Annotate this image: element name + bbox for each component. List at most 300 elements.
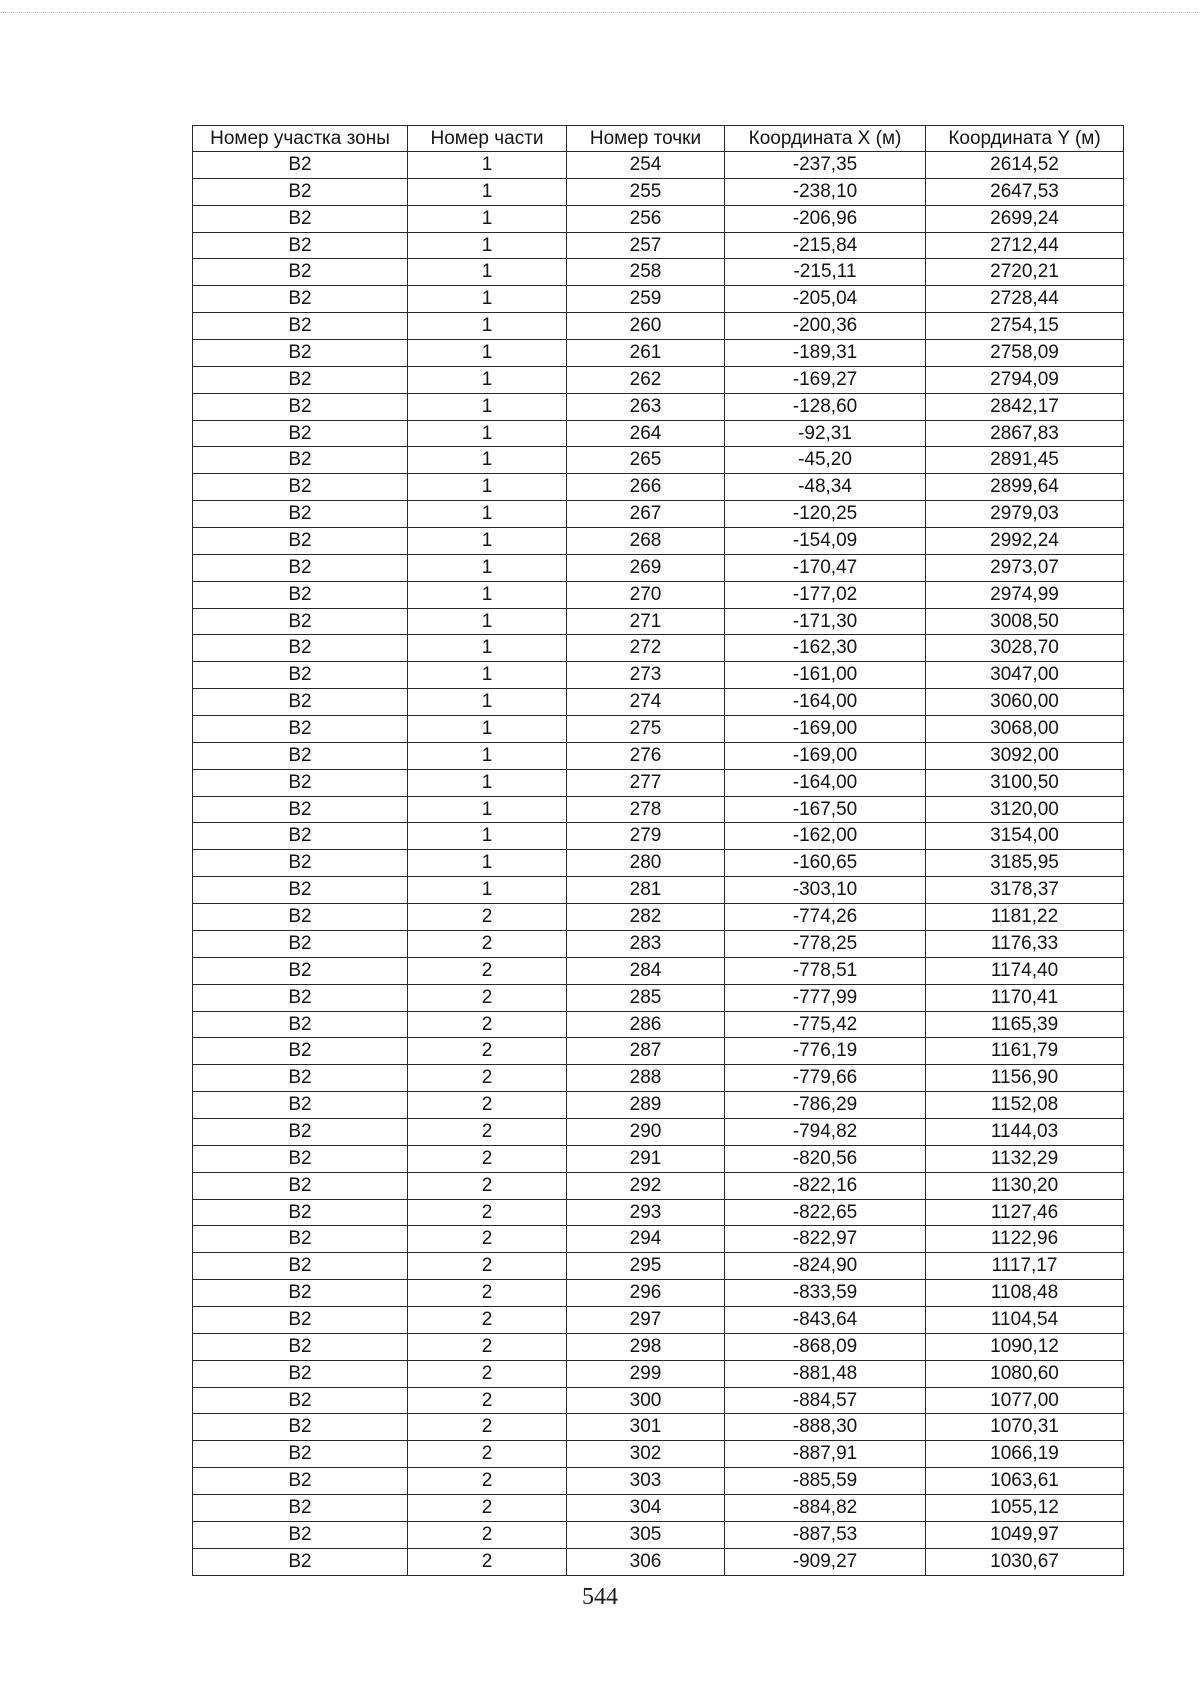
- coordinate-y-cell: 1132,29: [926, 1145, 1124, 1172]
- table-row: [193, 957, 1124, 984]
- zone-section-cell: В2: [193, 528, 408, 555]
- zone-section-cell: В2: [193, 1253, 408, 1280]
- part-number-cell: 1: [408, 447, 567, 474]
- part-number-cell: 1: [408, 420, 567, 447]
- table-row: [193, 877, 1124, 904]
- part-number-cell: 1: [408, 205, 567, 232]
- zone-section-cell: В2: [193, 340, 408, 367]
- coordinate-y-cell: 1176,33: [926, 930, 1124, 957]
- table-row: [193, 984, 1124, 1011]
- part-number-cell: 1: [408, 769, 567, 796]
- table-row: [193, 1280, 1124, 1307]
- coordinate-y-cell: 3060,00: [926, 689, 1124, 716]
- point-number-cell: 304: [567, 1494, 725, 1521]
- coordinate-x-cell: -237,35: [725, 152, 926, 179]
- point-number-cell: 292: [567, 1172, 725, 1199]
- part-number-cell: 1: [408, 662, 567, 689]
- part-number-cell: 1: [408, 608, 567, 635]
- table-row: [193, 1092, 1124, 1119]
- coordinate-y-cell: 1117,17: [926, 1253, 1124, 1280]
- zone-section-cell: В2: [193, 1092, 408, 1119]
- table-row: [193, 823, 1124, 850]
- table-row: [193, 447, 1124, 474]
- coordinate-x-cell: -161,00: [725, 662, 926, 689]
- zone-section-cell: В2: [193, 1011, 408, 1038]
- coordinate-x-cell: -833,59: [725, 1280, 926, 1307]
- point-number-cell: 279: [567, 823, 725, 850]
- point-number-cell: 299: [567, 1360, 725, 1387]
- point-number-cell: 284: [567, 957, 725, 984]
- coordinate-x-cell: -189,31: [725, 340, 926, 367]
- coordinate-x-cell: -45,20: [725, 447, 926, 474]
- zone-section-cell: В2: [193, 393, 408, 420]
- zone-section-cell: В2: [193, 474, 408, 501]
- table-row: [193, 232, 1124, 259]
- zone-section-cell: В2: [193, 1118, 408, 1145]
- point-number-cell: 285: [567, 984, 725, 1011]
- coordinate-x-cell: -48,34: [725, 474, 926, 501]
- table-row: [193, 1494, 1124, 1521]
- part-number-cell: 1: [408, 796, 567, 823]
- table-row: [193, 1441, 1124, 1468]
- coordinate-y-cell: 1156,90: [926, 1065, 1124, 1092]
- zone-section-cell: В2: [193, 608, 408, 635]
- table-row: [193, 528, 1124, 555]
- coordinate-y-cell: 3154,00: [926, 823, 1124, 850]
- zone-section-cell: В2: [193, 716, 408, 743]
- coordinate-x-cell: -215,11: [725, 259, 926, 286]
- point-number-cell: 270: [567, 581, 725, 608]
- coordinate-y-cell: 2891,45: [926, 447, 1124, 474]
- point-number-cell: 254: [567, 152, 725, 179]
- zone-section-cell: В2: [193, 850, 408, 877]
- point-number-cell: 260: [567, 313, 725, 340]
- coordinate-x-cell: -822,16: [725, 1172, 926, 1199]
- table-row: [193, 178, 1124, 205]
- part-number-cell: 1: [408, 635, 567, 662]
- zone-section-cell: В2: [193, 178, 408, 205]
- zone-section-cell: В2: [193, 957, 408, 984]
- zone-section-cell: В2: [193, 689, 408, 716]
- table-row: [193, 581, 1124, 608]
- table-row: [193, 769, 1124, 796]
- part-number-cell: 1: [408, 581, 567, 608]
- point-number-cell: 264: [567, 420, 725, 447]
- table-row: [193, 716, 1124, 743]
- part-number-cell: 2: [408, 1280, 567, 1307]
- header-coordinate-x: Координата X (м): [725, 126, 926, 152]
- zone-section-cell: В2: [193, 1360, 408, 1387]
- table-header: [193, 126, 1124, 152]
- coordinate-y-cell: 1077,00: [926, 1387, 1124, 1414]
- coordinate-x-cell: -215,84: [725, 232, 926, 259]
- part-number-cell: 2: [408, 1199, 567, 1226]
- table-row: [193, 662, 1124, 689]
- table-row: [193, 1521, 1124, 1548]
- zone-section-cell: В2: [193, 1494, 408, 1521]
- table-row: [193, 1065, 1124, 1092]
- coordinate-y-cell: 2794,09: [926, 366, 1124, 393]
- table-row: [193, 1387, 1124, 1414]
- table-row: [193, 1333, 1124, 1360]
- coordinate-y-cell: 2992,24: [926, 528, 1124, 555]
- coordinate-y-cell: 3068,00: [926, 716, 1124, 743]
- zone-section-cell: В2: [193, 742, 408, 769]
- part-number-cell: 1: [408, 366, 567, 393]
- scan-top-edge: [0, 12, 1200, 13]
- coordinate-y-cell: 1181,22: [926, 904, 1124, 931]
- table-row: [193, 1468, 1124, 1495]
- table-row: [193, 554, 1124, 581]
- coordinate-x-cell: -778,51: [725, 957, 926, 984]
- coordinate-x-cell: -162,30: [725, 635, 926, 662]
- point-number-cell: 278: [567, 796, 725, 823]
- part-number-cell: 2: [408, 1494, 567, 1521]
- coordinate-x-cell: -778,25: [725, 930, 926, 957]
- table-row: [193, 393, 1124, 420]
- table-row: [193, 635, 1124, 662]
- table-row: [193, 1414, 1124, 1441]
- point-number-cell: 273: [567, 662, 725, 689]
- coordinate-x-cell: -824,90: [725, 1253, 926, 1280]
- point-number-cell: 267: [567, 501, 725, 528]
- point-number-cell: 259: [567, 286, 725, 313]
- coordinate-y-cell: 3028,70: [926, 635, 1124, 662]
- part-number-cell: 1: [408, 716, 567, 743]
- coordinate-y-cell: 3185,95: [926, 850, 1124, 877]
- table-row: [193, 1172, 1124, 1199]
- coordinate-y-cell: 2899,64: [926, 474, 1124, 501]
- point-number-cell: 295: [567, 1253, 725, 1280]
- table-row: [193, 286, 1124, 313]
- zone-section-cell: В2: [193, 205, 408, 232]
- coordinate-y-cell: 1030,67: [926, 1548, 1124, 1575]
- zone-section-cell: В2: [193, 1333, 408, 1360]
- coordinate-y-cell: 1161,79: [926, 1038, 1124, 1065]
- point-number-cell: 262: [567, 366, 725, 393]
- table-row: [193, 1011, 1124, 1038]
- coordinate-x-cell: -167,50: [725, 796, 926, 823]
- part-number-cell: 1: [408, 850, 567, 877]
- part-number-cell: 2: [408, 1226, 567, 1253]
- coordinate-y-cell: 2979,03: [926, 501, 1124, 528]
- header-coordinate-y: Координата Y (м): [926, 126, 1124, 152]
- table-row: [193, 1360, 1124, 1387]
- header-part-number: Номер части: [408, 126, 567, 152]
- table-row: [193, 1548, 1124, 1575]
- zone-section-cell: В2: [193, 635, 408, 662]
- table-row: [193, 1253, 1124, 1280]
- point-number-cell: 286: [567, 1011, 725, 1038]
- table-row: [193, 608, 1124, 635]
- zone-section-cell: В2: [193, 904, 408, 931]
- coordinate-x-cell: -170,47: [725, 554, 926, 581]
- coordinate-x-cell: -868,09: [725, 1333, 926, 1360]
- coordinate-x-cell: -881,48: [725, 1360, 926, 1387]
- table-row: [193, 1306, 1124, 1333]
- zone-section-cell: В2: [193, 1414, 408, 1441]
- point-number-cell: 266: [567, 474, 725, 501]
- zone-section-cell: В2: [193, 1065, 408, 1092]
- zone-section-cell: В2: [193, 877, 408, 904]
- coordinate-x-cell: -164,00: [725, 689, 926, 716]
- table-row: [193, 904, 1124, 931]
- coordinate-y-cell: 3120,00: [926, 796, 1124, 823]
- point-number-cell: 282: [567, 904, 725, 931]
- coordinate-x-cell: -205,04: [725, 286, 926, 313]
- part-number-cell: 2: [408, 1145, 567, 1172]
- point-number-cell: 298: [567, 1333, 725, 1360]
- coordinate-x-cell: -884,82: [725, 1494, 926, 1521]
- header-zone-section-number: Номер участка зоны: [193, 126, 408, 152]
- part-number-cell: 2: [408, 1414, 567, 1441]
- zone-section-cell: В2: [193, 501, 408, 528]
- point-number-cell: 280: [567, 850, 725, 877]
- point-number-cell: 276: [567, 742, 725, 769]
- point-number-cell: 255: [567, 178, 725, 205]
- coordinate-y-cell: 1070,31: [926, 1414, 1124, 1441]
- coordinate-y-cell: 1127,46: [926, 1199, 1124, 1226]
- header-row: [193, 126, 1124, 152]
- table-row: [193, 259, 1124, 286]
- zone-section-cell: В2: [193, 769, 408, 796]
- zone-section-cell: В2: [193, 313, 408, 340]
- zone-section-cell: В2: [193, 259, 408, 286]
- table-row: [193, 1118, 1124, 1145]
- part-number-cell: 2: [408, 1306, 567, 1333]
- zone-section-cell: В2: [193, 823, 408, 850]
- point-number-cell: 274: [567, 689, 725, 716]
- point-number-cell: 256: [567, 205, 725, 232]
- coordinate-y-cell: 3092,00: [926, 742, 1124, 769]
- zone-section-cell: В2: [193, 581, 408, 608]
- point-number-cell: 261: [567, 340, 725, 367]
- zone-section-cell: В2: [193, 930, 408, 957]
- table-row: [193, 152, 1124, 179]
- zone-section-cell: В2: [193, 554, 408, 581]
- zone-section-cell: В2: [193, 662, 408, 689]
- coordinate-y-cell: 1165,39: [926, 1011, 1124, 1038]
- coordinate-y-cell: 2758,09: [926, 340, 1124, 367]
- coordinate-x-cell: -885,59: [725, 1468, 926, 1495]
- part-number-cell: 1: [408, 689, 567, 716]
- point-number-cell: 257: [567, 232, 725, 259]
- page-number: 544: [582, 1584, 618, 1610]
- part-number-cell: 2: [408, 1521, 567, 1548]
- coordinate-y-cell: 2754,15: [926, 313, 1124, 340]
- zone-section-cell: В2: [193, 447, 408, 474]
- coordinate-y-cell: 1144,03: [926, 1118, 1124, 1145]
- point-number-cell: 269: [567, 554, 725, 581]
- coordinate-x-cell: -169,00: [725, 742, 926, 769]
- point-number-cell: 289: [567, 1092, 725, 1119]
- coordinate-y-cell: 3008,50: [926, 608, 1124, 635]
- coordinate-x-cell: -776,19: [725, 1038, 926, 1065]
- coordinate-y-cell: 1049,97: [926, 1521, 1124, 1548]
- part-number-cell: 1: [408, 178, 567, 205]
- coordinate-y-cell: 2728,44: [926, 286, 1124, 313]
- table-row: [193, 205, 1124, 232]
- coordinate-x-cell: -120,25: [725, 501, 926, 528]
- point-number-cell: 303: [567, 1468, 725, 1495]
- coordinate-x-cell: -164,00: [725, 769, 926, 796]
- coordinate-x-cell: -822,65: [725, 1199, 926, 1226]
- zone-section-cell: В2: [193, 1387, 408, 1414]
- coordinate-x-cell: -884,57: [725, 1387, 926, 1414]
- coordinate-x-cell: -820,56: [725, 1145, 926, 1172]
- coordinate-y-cell: 3178,37: [926, 877, 1124, 904]
- table-row: [193, 420, 1124, 447]
- part-number-cell: 2: [408, 1038, 567, 1065]
- part-number-cell: 2: [408, 904, 567, 931]
- table-row: [193, 1226, 1124, 1253]
- part-number-cell: 2: [408, 1092, 567, 1119]
- coordinate-x-cell: -238,10: [725, 178, 926, 205]
- table-row: [193, 1145, 1124, 1172]
- part-number-cell: 2: [408, 1118, 567, 1145]
- zone-section-cell: В2: [193, 1199, 408, 1226]
- point-number-cell: 283: [567, 930, 725, 957]
- coordinate-y-cell: 2614,52: [926, 152, 1124, 179]
- coordinate-x-cell: -909,27: [725, 1548, 926, 1575]
- table-row: [193, 474, 1124, 501]
- part-number-cell: 2: [408, 1387, 567, 1414]
- coordinate-x-cell: -822,97: [725, 1226, 926, 1253]
- coordinates-table: [192, 125, 1124, 1576]
- zone-section-cell: В2: [193, 796, 408, 823]
- coordinate-x-cell: -177,02: [725, 581, 926, 608]
- part-number-cell: 1: [408, 501, 567, 528]
- part-number-cell: 1: [408, 823, 567, 850]
- coordinate-x-cell: -779,66: [725, 1065, 926, 1092]
- coordinate-x-cell: -162,00: [725, 823, 926, 850]
- part-number-cell: 1: [408, 286, 567, 313]
- coordinate-y-cell: 1122,96: [926, 1226, 1124, 1253]
- point-number-cell: 281: [567, 877, 725, 904]
- point-number-cell: 268: [567, 528, 725, 555]
- coordinate-x-cell: -794,82: [725, 1118, 926, 1145]
- zone-section-cell: В2: [193, 232, 408, 259]
- coordinate-y-cell: 1104,54: [926, 1306, 1124, 1333]
- zone-section-cell: В2: [193, 420, 408, 447]
- table-row: [193, 689, 1124, 716]
- coordinate-x-cell: -786,29: [725, 1092, 926, 1119]
- zone-section-cell: В2: [193, 1468, 408, 1495]
- point-number-cell: 265: [567, 447, 725, 474]
- coordinate-x-cell: -128,60: [725, 393, 926, 420]
- point-number-cell: 290: [567, 1118, 725, 1145]
- point-number-cell: 294: [567, 1226, 725, 1253]
- part-number-cell: 1: [408, 742, 567, 769]
- zone-section-cell: В2: [193, 1038, 408, 1065]
- point-number-cell: 272: [567, 635, 725, 662]
- part-number-cell: 1: [408, 528, 567, 555]
- part-number-cell: 1: [408, 313, 567, 340]
- coordinate-y-cell: 1152,08: [926, 1092, 1124, 1119]
- coordinate-x-cell: -160,65: [725, 850, 926, 877]
- coordinate-y-cell: 3100,50: [926, 769, 1124, 796]
- part-number-cell: 2: [408, 1011, 567, 1038]
- coordinate-x-cell: -775,42: [725, 1011, 926, 1038]
- coordinate-y-cell: 1055,12: [926, 1494, 1124, 1521]
- coordinate-x-cell: -169,27: [725, 366, 926, 393]
- coordinate-y-cell: 1090,12: [926, 1333, 1124, 1360]
- zone-section-cell: В2: [193, 1548, 408, 1575]
- coordinate-y-cell: 3047,00: [926, 662, 1124, 689]
- part-number-cell: 1: [408, 554, 567, 581]
- part-number-cell: 2: [408, 1253, 567, 1280]
- point-number-cell: 258: [567, 259, 725, 286]
- point-number-cell: 293: [567, 1199, 725, 1226]
- coordinate-x-cell: -200,36: [725, 313, 926, 340]
- point-number-cell: 305: [567, 1521, 725, 1548]
- coordinate-x-cell: -206,96: [725, 205, 926, 232]
- part-number-cell: 2: [408, 984, 567, 1011]
- zone-section-cell: В2: [193, 1280, 408, 1307]
- point-number-cell: 277: [567, 769, 725, 796]
- coordinate-x-cell: -887,53: [725, 1521, 926, 1548]
- part-number-cell: 2: [408, 1333, 567, 1360]
- table-row: [193, 930, 1124, 957]
- coordinate-y-cell: 2647,53: [926, 178, 1124, 205]
- coordinate-x-cell: -843,64: [725, 1306, 926, 1333]
- coordinate-x-cell: -169,00: [725, 716, 926, 743]
- point-number-cell: 300: [567, 1387, 725, 1414]
- point-number-cell: 306: [567, 1548, 725, 1575]
- coordinate-y-cell: 2974,99: [926, 581, 1124, 608]
- part-number-cell: 1: [408, 474, 567, 501]
- point-number-cell: 302: [567, 1441, 725, 1468]
- coordinate-x-cell: -92,31: [725, 420, 926, 447]
- table-row: [193, 1038, 1124, 1065]
- coordinate-y-cell: 1066,19: [926, 1441, 1124, 1468]
- part-number-cell: 1: [408, 232, 567, 259]
- part-number-cell: 2: [408, 1360, 567, 1387]
- zone-section-cell: В2: [193, 366, 408, 393]
- coordinate-y-cell: 2867,83: [926, 420, 1124, 447]
- zone-section-cell: В2: [193, 1441, 408, 1468]
- point-number-cell: 301: [567, 1414, 725, 1441]
- part-number-cell: 1: [408, 152, 567, 179]
- point-number-cell: 271: [567, 608, 725, 635]
- table-body: [193, 152, 1124, 1576]
- coordinate-x-cell: -774,26: [725, 904, 926, 931]
- zone-section-cell: В2: [193, 1172, 408, 1199]
- point-number-cell: 263: [567, 393, 725, 420]
- part-number-cell: 2: [408, 1441, 567, 1468]
- coordinate-y-cell: 1108,48: [926, 1280, 1124, 1307]
- coordinate-x-cell: -171,30: [725, 608, 926, 635]
- table-row: [193, 313, 1124, 340]
- part-number-cell: 1: [408, 393, 567, 420]
- point-number-cell: 275: [567, 716, 725, 743]
- part-number-cell: 1: [408, 259, 567, 286]
- zone-section-cell: В2: [193, 286, 408, 313]
- coordinate-y-cell: 2720,21: [926, 259, 1124, 286]
- coordinate-y-cell: 2973,07: [926, 554, 1124, 581]
- table-row: [193, 340, 1124, 367]
- part-number-cell: 1: [408, 877, 567, 904]
- zone-section-cell: В2: [193, 152, 408, 179]
- point-number-cell: 297: [567, 1306, 725, 1333]
- table-row: [193, 501, 1124, 528]
- coordinate-y-cell: 1130,20: [926, 1172, 1124, 1199]
- coordinate-y-cell: 1174,40: [926, 957, 1124, 984]
- part-number-cell: 1: [408, 340, 567, 367]
- zone-section-cell: В2: [193, 984, 408, 1011]
- zone-section-cell: В2: [193, 1521, 408, 1548]
- coordinate-y-cell: 1063,61: [926, 1468, 1124, 1495]
